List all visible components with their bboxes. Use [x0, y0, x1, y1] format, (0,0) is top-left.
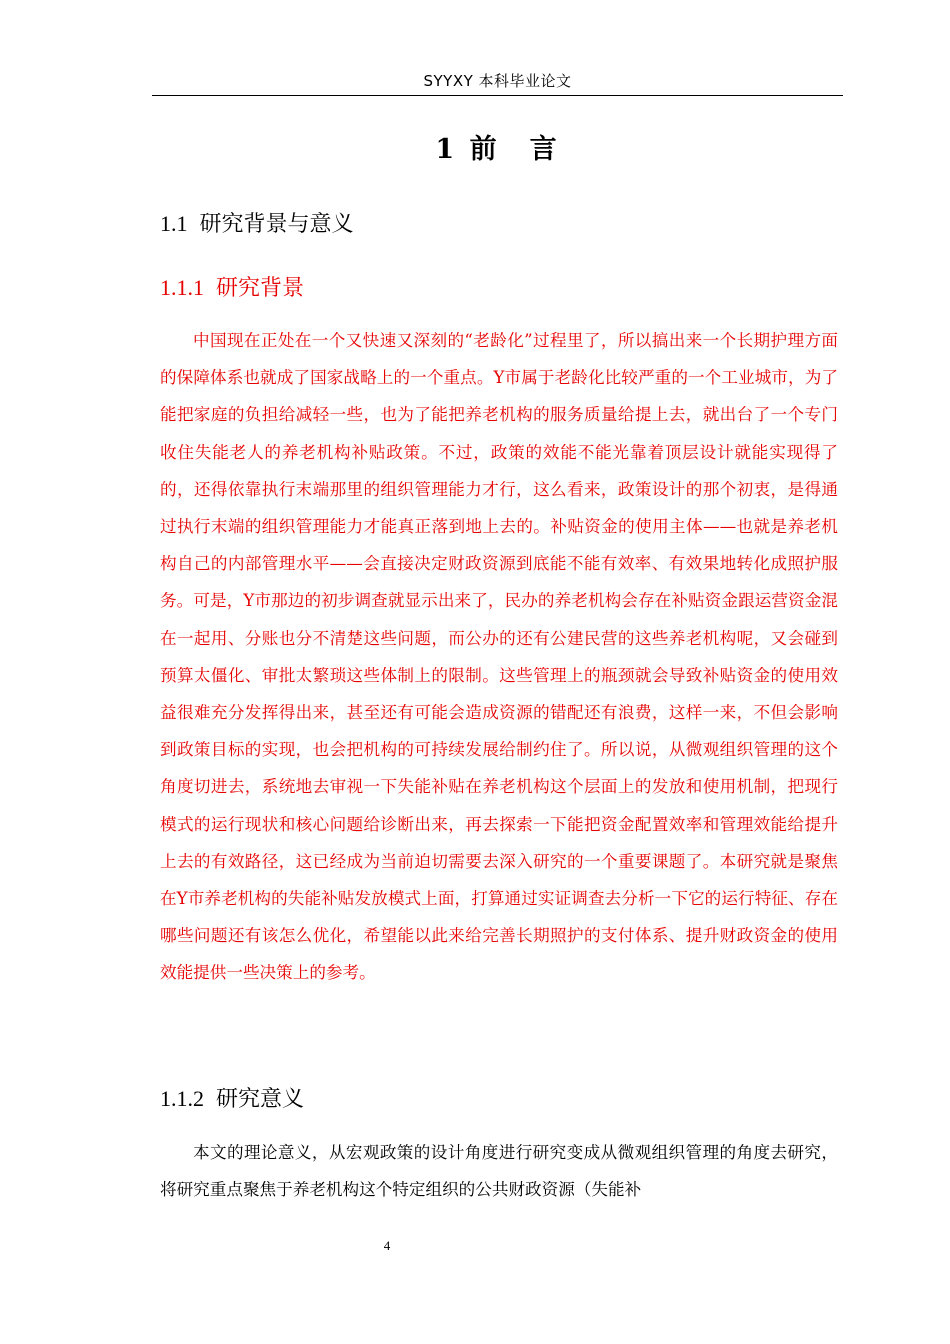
subsection-number: 1.1.1 [160, 275, 204, 300]
section-number: 1.1 [160, 211, 188, 236]
subsection-number: 1.1.2 [160, 1086, 204, 1111]
page-number: 4 [383, 1238, 391, 1253]
research-background-paragraph: 中国现在正处在一个又快速又深刻的“老龄化”过程里了，所以搞出来一个长期护理方面的保障体系也就成了国家战略上的一个重点。Y市属于老龄化比较严重的一个工业城市，为了能把家庭的负担给减轻一些，也为了能把养老机构的服务质量给提上去，就出台了一个专门收住失能老人的养老机构补贴政策。不过，政策的效能不能光靠着顶层设计就能实现得了的，还得依靠执行末端那里的组织管理能力才行，这么看来，政策设计的那个初衷，是得通过执行末端的组织管理能力才能真正落到地上去的。补贴资金的使用主体——也就是养老机构自己的内部管理水平——会直接决定财政资源到底能不能有效率、有效果地转化成照护服务。可是，Y市那边的初步调查就显示出来了，民办的养老机构会存在补贴资金跟运营资金混在一起用、分账也分不清楚这些问题，而公办的还有公建民营的这些养老机构呢，又会碰到预算太僵化、审批太繁琐这些体制上的限制。这些管理上的瓶颈就会导致补贴资金的使用效益很难充分发挥得出来，甚至还有可能会造成资源的错配还有浪费，这样一来，不但会影响到政策目标的实现，也会把机构的可持续发展给制约住了。所以说，从微观组织管理的这个角度切进去，系统地去审视一下失能补贴在养老机构这个层面上的发放和使用机制，把现行模式的运行现状和核心问题给诊断出来，再去探索一下能把资金配置效率和管理效能给提升上去的有效路径，这已经成为当前迫切需要去深入研究的一个重要课题了。本研究就是聚焦在Y市养老机构的失能补贴发放模式上面，打算通过实证调查去分析一下它的运行特征、存在哪些问题还有该怎么优化，希望能以此来给完善长期照护的支付体系、提升财政资金的使用效能提供一些决策上的参考。 [160, 331, 838, 983]
research-significance-paragraph: 本文的理论意义，从宏观政策的设计角度进行研究变成从微观组织管理的角度去研究，将研究重点聚焦于养老机构这个特定组织的公共财政资源（失能补 [160, 1143, 838, 1200]
chapter-title: 1 前 言 [435, 134, 560, 165]
subsection-heading-1-1-1 [160, 272, 304, 305]
section-heading-1-1 [160, 208, 354, 241]
subsection-title: 研究意义 [216, 1087, 305, 1112]
running-header: SYYXY 本科毕业论文 [152, 68, 843, 96]
section-title: 研究背景与意义 [199, 212, 354, 237]
subsection-title: 研究背景 [216, 276, 305, 301]
subsection-heading-1-1-2 [160, 1083, 304, 1116]
